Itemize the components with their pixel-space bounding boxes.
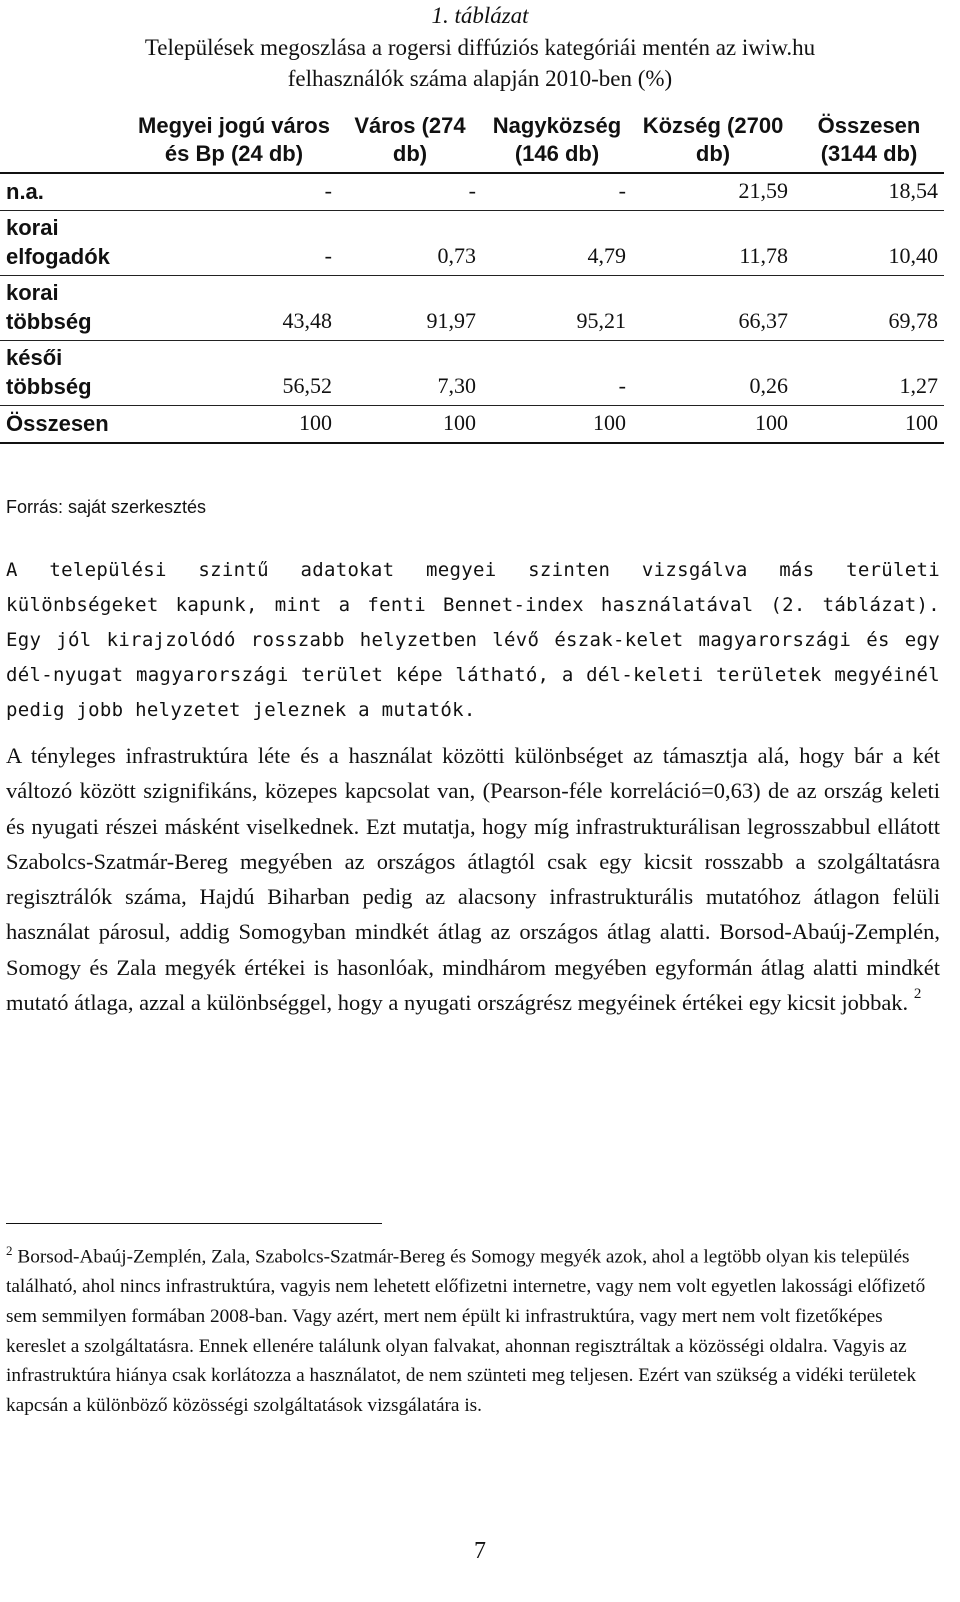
table-row-total (0, 406, 944, 444)
table-cell: 69,78 (888, 308, 938, 333)
footnote-divider (6, 1223, 382, 1224)
table-cell: 4,79 (587, 243, 626, 268)
row-label: n.a. (6, 179, 44, 204)
body-paragraph-1: A települési szintű adatokat megyei szinten vizsgálva más területi különbségeket kapunk, mint a fenti Bennet-index használatával (2. táblázat). Egy jól kirajzolódó rosszabb helyzetben lévő észak-kelet magyarországi és egy dél-nyugat magyarországi terület képe látható, a dél-keleti területek megyéinél pedig jobb helyzetet jeleznek a mutatók. (6, 559, 940, 721)
table-header-varos: Város (274 db) (354, 113, 466, 166)
footnote-text: Borsod-Abaúj-Zemplén, Zala, Szabolcs-Szatmár-Bereg és Somogy megyék azok, ahol a legtöbb olyan kis település található, ahol nincs infrastruktúra, vagyis nem lehetett előfizetni internetre, vagy nem volt egyetlen lakossági előfizető sem semmilyen formában 2008-ban. Vagy azért, mert nem épült ki infrastruktúra, vagy mert nem volt fizetőképes kereslet a szolgáltatásra. Ennek ellenére találunk olyan falvakat, ahonnan regisztráltak a közösségi oldalra. Vagyis az infrastruktúra hiánya csak korlátozza a használatot, de nem szünteti meg teljesen. Ezért van szükség a vidéki területek kapcsán a különböző közösségi szolgáltatások vizsgálatára is. (6, 1246, 926, 1416)
table-cell: 95,21 (576, 308, 626, 333)
table-cell: - (324, 178, 332, 203)
table-cell: 18,54 (888, 178, 938, 203)
table-cell: 100 (593, 410, 626, 435)
footnote-reference: 2 (913, 986, 922, 1003)
table-cell: 66,37 (738, 308, 788, 333)
row-label: Összesen (6, 411, 109, 436)
table-cell: - (618, 178, 626, 203)
diffusion-table (0, 112, 944, 444)
table-cell: 7,30 (437, 373, 476, 398)
table-cell: 10,40 (888, 243, 938, 268)
footnote (6, 1236, 940, 1421)
table-cell: - (324, 243, 332, 268)
table-header-kozseg: Község (2700 db) (642, 113, 784, 166)
row-label: késői többség (6, 345, 92, 399)
table-cell: 1,27 (899, 373, 938, 398)
table-cell: 100 (299, 410, 332, 435)
page-number: 7 (474, 1538, 486, 1564)
table-source: Forrás: saját szerkesztés (6, 497, 207, 517)
table-cell: 91,97 (426, 308, 476, 333)
footnote-number: 2 (6, 1243, 13, 1258)
table-cell: 11,78 (739, 243, 788, 268)
table-caption-title: Települések megoszlása a rogersi diffúziós kategóriái mentén az iwiw.hu (144, 35, 816, 60)
table-cell: 0,26 (749, 373, 788, 398)
table-cell: 100 (443, 410, 476, 435)
table-row (0, 211, 944, 276)
table-header-nagykozseg: Nagyközség (146 db) (492, 113, 622, 166)
table-cell: 56,52 (282, 373, 332, 398)
row-label: korai elfogadók (6, 215, 110, 269)
table-header-megyei: Megyei jogú város és Bp (24 db) (138, 113, 330, 166)
table-row (0, 341, 944, 406)
table-cell: 43,48 (282, 308, 332, 333)
table-row (0, 173, 944, 211)
table-header-empty (0, 112, 130, 173)
table-cell: 21,59 (738, 178, 788, 203)
table-cell: 100 (905, 410, 938, 435)
table-caption-subtitle: felhasználók száma alapján 2010-ben (%) (287, 66, 673, 91)
row-label: korai többség (6, 280, 92, 334)
table-cell: 100 (755, 410, 788, 435)
table-row (0, 276, 944, 341)
table-cell: - (468, 178, 476, 203)
table-header-osszesen: Összesen (3144 db) (817, 113, 921, 166)
table-caption-label: 1. táblázat (431, 3, 529, 28)
table-cell: 0,73 (437, 243, 476, 268)
table-header-row (0, 112, 944, 173)
table-cell: - (618, 373, 626, 398)
body-paragraph-2 (6, 738, 940, 1020)
body-paragraph-2-text: A tényleges infrastruktúra léte és a használat közötti különbséget az támasztja alá, hogy bár a két változó között szignifikáns, közepes kapcsolat van, (Pearson-féle korreláció=0,63) de az ország keleti és nyugati részei másként viselkednek. Ezt mutatja, hogy míg infrastrukturálisan legrosszabbul ellátott Szabolcs-Szatmár-Bereg megyében az országos átlagtól csak egy kicsit rosszabb a szolgáltatásra regisztrálók száma, Hajdú Biharban pedig az alacsony infrastrukturális mutatóhoz átlagon felüli használat párosul, addig Somogyban mindkét átlag az országos átlag alatti. Borsod-Abaúj-Zemplén, Somogy és Zala megyék értékei is hasonlóak, mindhárom megyében egyformán átlag alatti mindkét mutató átlaga, azzal a különbséggel, hogy a nyugati országrész megyéinek értékei egy kicsit jobbak. (6, 743, 940, 1016)
